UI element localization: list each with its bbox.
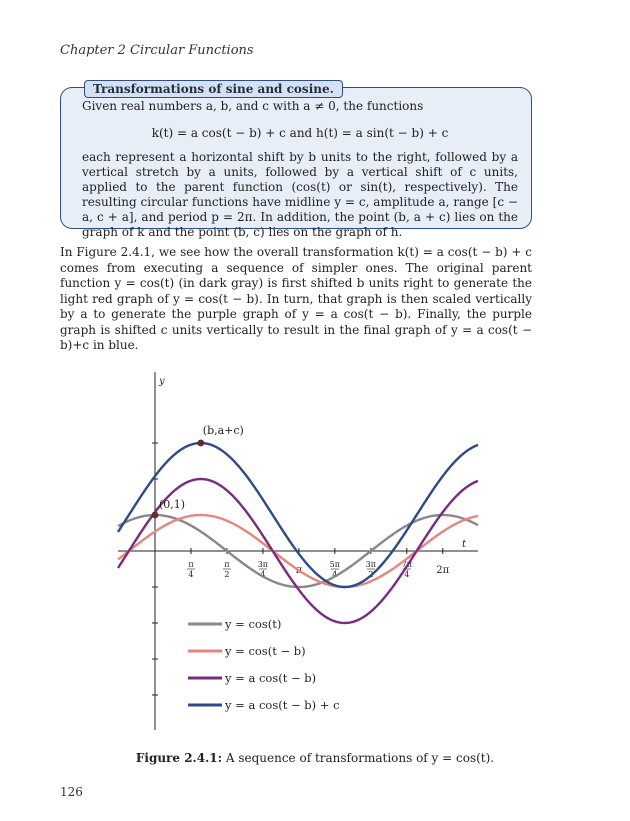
- x-tick-label-num: 7π: [401, 560, 412, 569]
- legend-label-4: y = a cos(t − b) + c: [225, 698, 340, 712]
- x-tick-label-den: 4: [188, 570, 194, 579]
- x-tick-label-num: 5π: [329, 560, 341, 569]
- chapter-header: Chapter 2 Circular Functions: [60, 43, 254, 58]
- definition-intro: Given real numbers a, b, and c with a ≠ 0, the functions: [82, 99, 424, 113]
- figure-caption-label: Figure 2.4.1:: [135, 751, 223, 765]
- x-tick-label: 2π: [436, 565, 450, 576]
- definition-box-title: Transformations of sine and cosine.: [84, 80, 343, 98]
- chart-legend: [188, 617, 340, 712]
- annotation-point-2: [198, 440, 204, 446]
- x-tick-label-num: 3π: [257, 560, 269, 569]
- x-tick-label-den: 2: [224, 570, 230, 579]
- legend-label-3: y = a cos(t − b): [225, 671, 317, 685]
- x-tick-label-num: π: [224, 560, 230, 569]
- definition-body: each represent a horizontal shift by b units to the right, followed by a vertical stretch by a units, followed by a vertical shift of c units, applied to the parent function (cos(t) or sin(t), respectively). The resulting circular functions have midline y = c, amplitude a, range [c − a, c + a], and period p = 2π. In addition, the point (b, a + c) lies on the graph of k and the point (b, c) lies on the graph of h.: [82, 150, 518, 239]
- body-paragraph: In Figure 2.4.1, we see how the overall transformation k(t) = a cos(t − b) + c comes from executing a sequence of simpler ones. The original parent function y = cos(t) (in dark gray) is first shifted b units right to generate the light red graph of y = cos(t − b). In turn, that graph is then scaled vertically by a to generate the purple graph of y = a cos(t − b). Finally, the purple graph is shifted c units vertically to result in the final graph of y = a cos(t − b)+c in blue.: [60, 245, 532, 352]
- x-tick-label: π: [295, 565, 303, 576]
- figure-caption-text: A sequence of transformations of y = cos(t).: [225, 751, 495, 765]
- x-tick-label-den: 4: [332, 570, 338, 579]
- annotation-point-1: [152, 512, 158, 518]
- page-number: 126: [60, 785, 83, 799]
- figure-caption: [0, 751, 630, 765]
- x-tick-label-num: π: [188, 560, 194, 569]
- chart-curves: [118, 443, 478, 623]
- legend-label-1: y = cos(t): [225, 617, 282, 631]
- definition-formulas: k(t) = a cos(t − b) + c and h(t) = a sin(t − b) + c: [151, 126, 449, 140]
- chart-marks: [152, 424, 244, 518]
- y-axis-label: y: [159, 376, 165, 387]
- x-tick-label-den: 4: [260, 570, 266, 579]
- x-tick-label-den: 2: [368, 570, 374, 579]
- x-tick-label-den: 4: [404, 570, 410, 579]
- annotation-label-2: (b,a+c): [202, 424, 244, 437]
- x-tick-label-num: 3π: [365, 560, 377, 569]
- annotation-label-1: (0,1): [159, 498, 186, 511]
- legend-label-2: y = cos(t − b): [225, 644, 306, 658]
- x-axis-label: t: [462, 539, 467, 550]
